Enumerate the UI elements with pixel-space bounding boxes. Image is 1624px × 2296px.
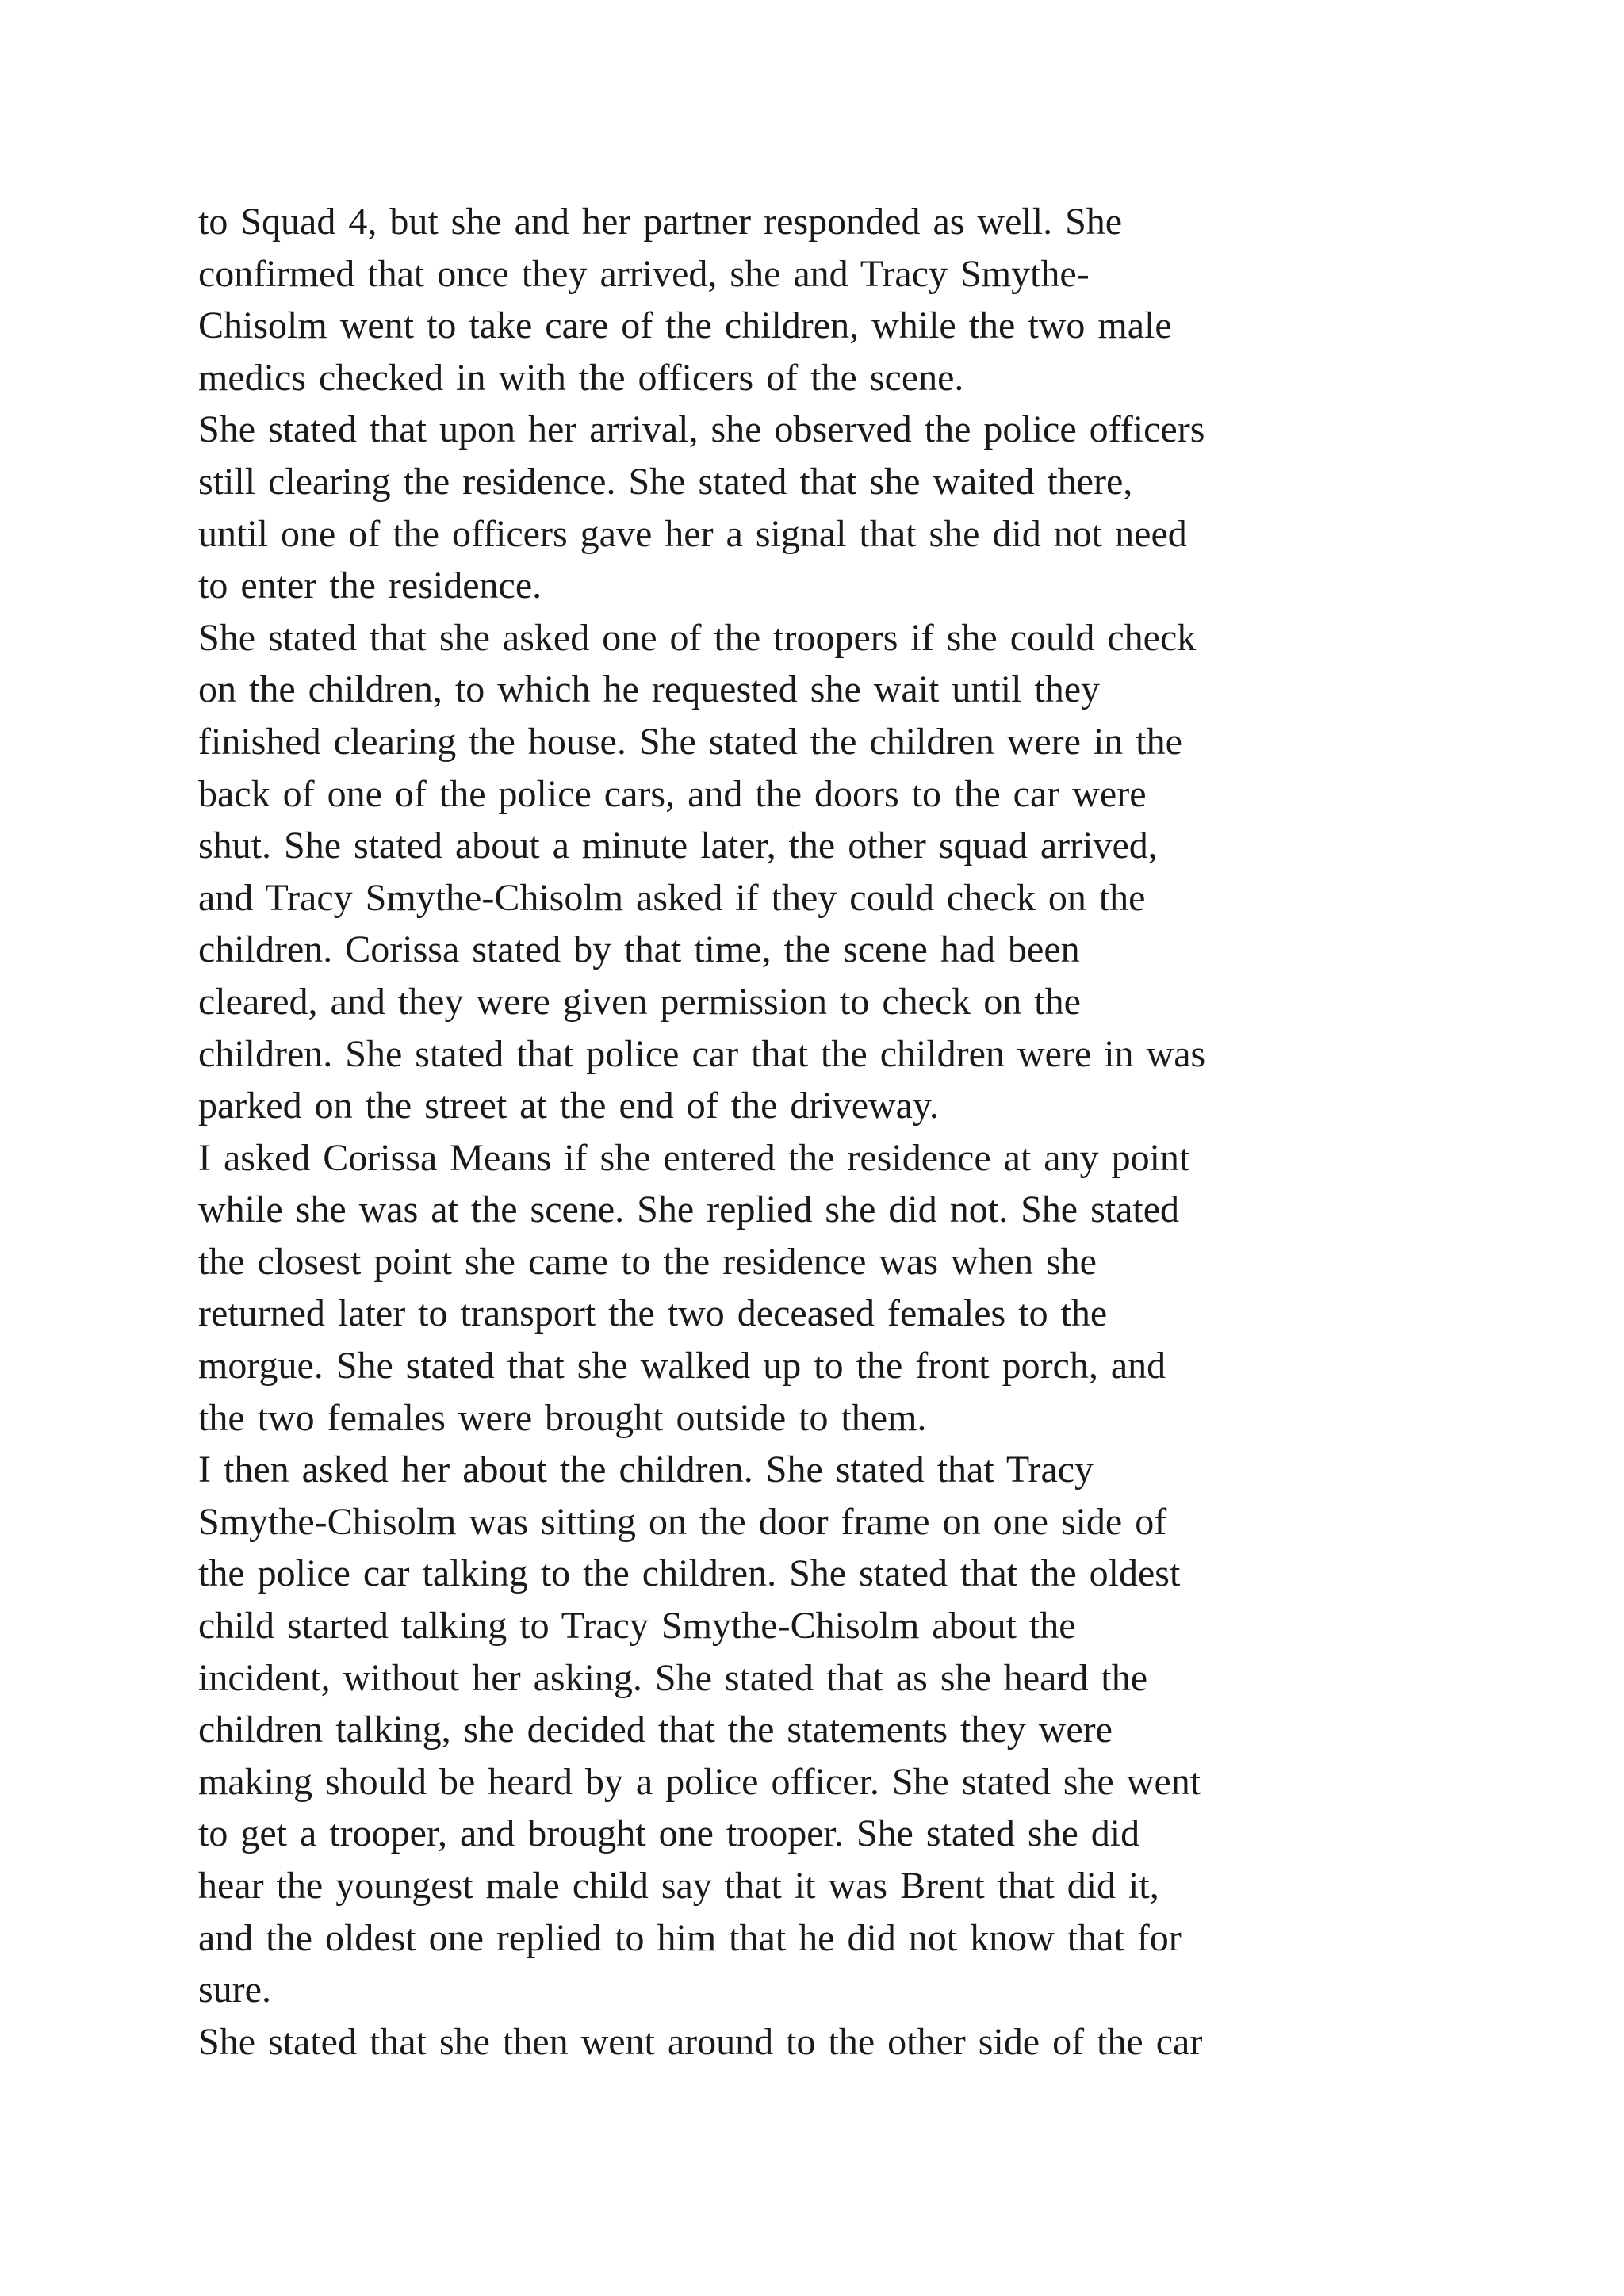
body-text	[198, 196, 1435, 2068]
text-line: medics checked in with the officers of the scene.	[198, 356, 964, 399]
text-line: children. She stated that police car that the children were in was	[198, 1032, 1206, 1075]
text-line: to enter the residence.	[198, 564, 542, 607]
text-line: making should be heard by a police officer. She stated she went	[198, 1760, 1201, 1803]
text-line: I then asked her about the children. She stated that Tracy	[198, 1448, 1094, 1491]
text-line: child started talking to Tracy Smythe-Chisolm about the	[198, 1605, 1076, 1647]
text-line: Smythe-Chisolm was sitting on the door frame on one side of	[198, 1500, 1167, 1543]
text-line: and Tracy Smythe-Chisolm asked if they could check on the	[198, 876, 1146, 919]
text-line: on the children, to which he requested she wait until they	[198, 668, 1101, 711]
text-line: the closest point she came to the residence was when she	[198, 1240, 1097, 1283]
text-line: confirmed that once they arrived, she and Tracy Smythe-	[198, 252, 1090, 295]
text-line: and the oldest one replied to him that he did not know that for	[198, 1916, 1182, 1959]
text-line: children talking, she decided that the statements they were	[198, 1709, 1113, 1751]
text-line: incident, without her asking. She stated that as she heard the	[198, 1656, 1148, 1699]
text-line: children. Corissa stated by that time, the scene had been	[198, 928, 1080, 971]
text-line: She stated that she then went around to the other side of the car	[198, 2020, 1203, 2063]
text-line: sure.	[198, 1969, 271, 2011]
text-line: still clearing the residence. She stated that she waited there,	[198, 460, 1133, 503]
text-line: while she was at the scene. She replied she did not. She stated	[198, 1188, 1180, 1231]
text-line: cleared, and they were given permission to check on the	[198, 980, 1081, 1023]
text-line: the police car talking to the children. She stated that the oldest	[198, 1552, 1181, 1595]
text-line: I asked Corissa Means if she entered the residence at any point	[198, 1136, 1190, 1179]
text-line: hear the youngest male child say that it was Brent that did it,	[198, 1865, 1159, 1907]
text-line: until one of the officers gave her a signal that she did not need	[198, 512, 1187, 555]
text-line: returned later to transport the two deceased females to the	[198, 1292, 1108, 1335]
text-line: shut. She stated about a minute later, the other squad arrived,	[198, 825, 1158, 867]
text-line: She stated that upon her arrival, she observed the police officers	[198, 408, 1205, 451]
text-line: finished clearing the house. She stated the children were in the	[198, 720, 1182, 763]
text-line: parked on the street at the end of the driveway.	[198, 1085, 939, 1127]
text-line: to get a trooper, and brought one trooper. She stated she did	[198, 1812, 1140, 1855]
text-line: She stated that she asked one of the troopers if she could check	[198, 616, 1197, 659]
text-line: back of one of the police cars, and the doors to the car were	[198, 772, 1147, 815]
text-line: to Squad 4, but she and her partner responded as well. She	[198, 201, 1123, 243]
text-line: the two females were brought outside to them.	[198, 1396, 927, 1439]
text-line: Chisolm went to take care of the children, while the two male	[198, 304, 1172, 347]
text-line: morgue. She stated that she walked up to the front porch, and	[198, 1345, 1166, 1387]
